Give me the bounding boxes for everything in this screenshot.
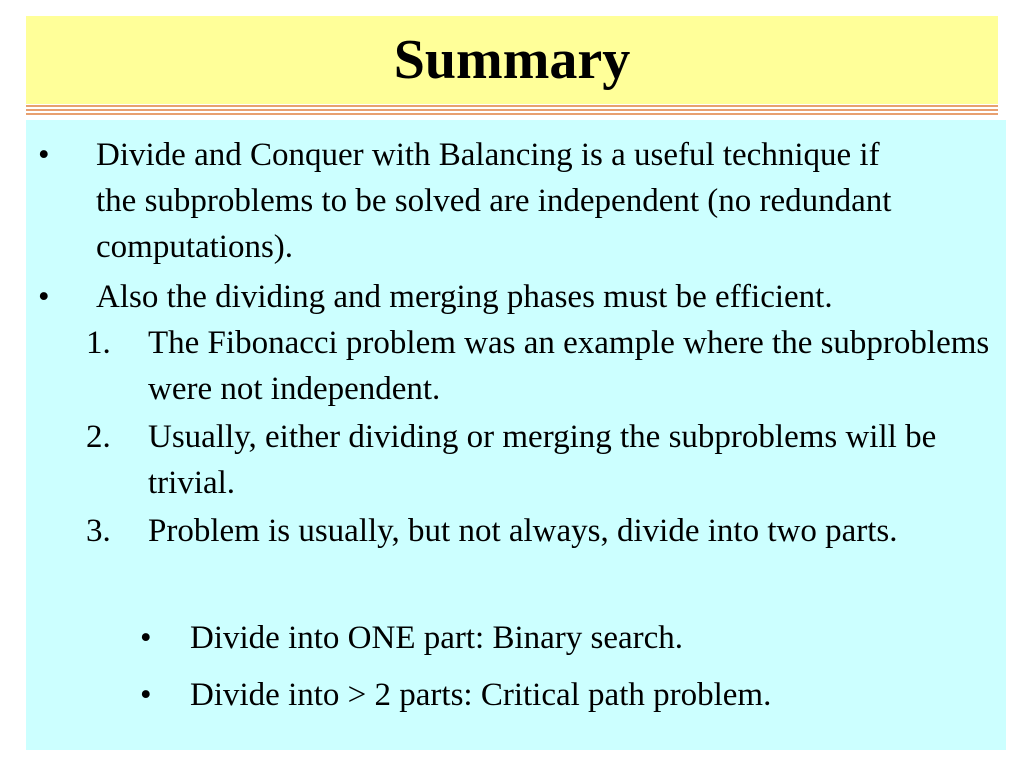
number-marker: 3. [86, 513, 111, 549]
title-divider-line [26, 113, 998, 115]
numbered-text: The Fibonacci problem was an example where the subproblems were not independent. [148, 325, 990, 407]
sub-bullet-marker: • [140, 677, 152, 713]
sub-bullet-marker: • [140, 620, 152, 656]
numbered-text: Usually, either dividing or merging the subproblems will be trivial. [148, 419, 937, 501]
sub-bullet-text: Divide into ONE part: Binary search. [190, 620, 684, 656]
bullet-text: Divide and Conquer with Balancing is a useful technique if the subproblems to be solved are independent (no redundant computations). [96, 137, 892, 265]
title-divider-line [26, 109, 998, 111]
bullet-text: Also the dividing and merging phases must be efficient. [96, 279, 833, 315]
slide-title: Summary [393, 29, 631, 91]
bullet-marker: • [38, 279, 50, 315]
sub-bullet-text: Divide into > 2 parts: Critical path problem. [190, 677, 772, 713]
number-marker: 1. [86, 325, 111, 361]
content-panel [26, 120, 1006, 750]
title-bar [26, 16, 998, 104]
numbered-text: Problem is usually, but not always, divide into two parts. [148, 513, 898, 549]
bullet-marker: • [38, 137, 50, 173]
title-divider-line [26, 105, 998, 107]
number-marker: 2. [86, 419, 111, 455]
